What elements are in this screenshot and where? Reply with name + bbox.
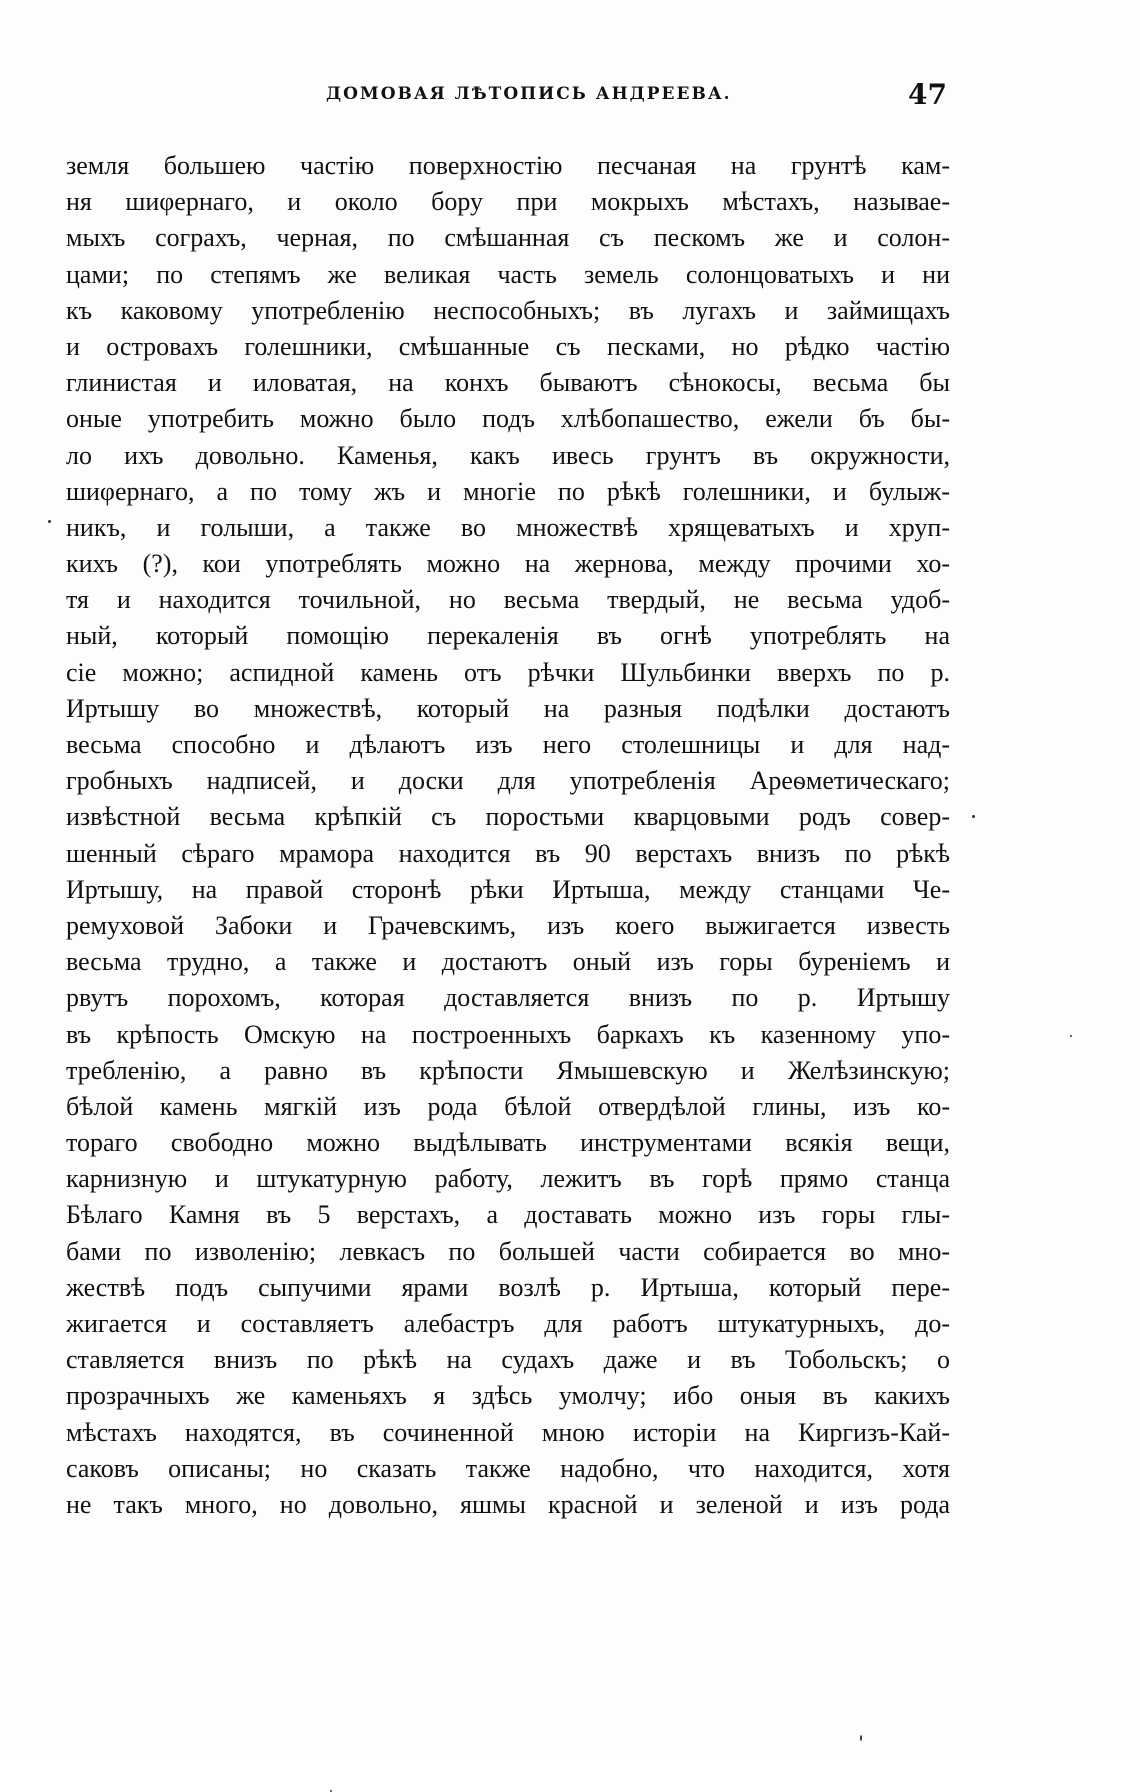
text-line: ня шиφернаго, и около бору при мокрыхъ мѣстахъ, называе-: [66, 187, 950, 217]
text-line: Иртышу, на правой сторонѣ рѣки Иртыша, между станцами Че-: [66, 874, 950, 904]
text-line: карнизную и штукатурную работу, лежитъ въ горѣ прямо станца: [66, 1164, 950, 1194]
running-head: [60, 78, 960, 118]
text-line: прозрачныхъ же каменьяхъ я здѣсь умолчу; ибо оныя въ какихъ: [66, 1381, 950, 1411]
text-line: Иртышу во множествѣ, который на разныя подѣлки достаютъ: [66, 693, 950, 723]
text-line: къ каковому употребленію неспособныхъ; въ лугахъ и займищахъ: [66, 295, 950, 325]
text-line: тораго свободно можно выдѣлывать инструментами всякія вещи,: [66, 1128, 950, 1158]
scan-speck: [1070, 1035, 1072, 1037]
text-line: Бѣлаго Камня въ 5 верстахъ, а доставать можно изъ горы глы-: [66, 1200, 950, 1230]
page-number: 47: [908, 78, 947, 111]
text-line: мыхъ сограхъ, черная, по смѣшанная съ пескомъ же и солон-: [66, 223, 950, 253]
text-line: жествѣ подъ сыпучими ярами возлѣ р. Иртыша, который пере-: [66, 1272, 950, 1302]
text-line: кихъ (?), кои употреблять можно на жернова, между прочими хо-: [66, 549, 950, 579]
text-line: тя и находится точильной, но весьма твердый, не весьма удоб-: [66, 585, 950, 615]
scan-speck: [48, 520, 51, 523]
text-line: бѣлой камень мягкій изъ рода бѣлой отвердѣлой глины, изъ ко-: [66, 1091, 950, 1121]
text-line: ло ихъ довольно. Каменья, какъ ивесь грунтъ въ окружности,: [66, 440, 950, 470]
text-line: шиφернаго, а по тому жъ и многіе по рѣкѣ голешники, и булыж-: [66, 476, 950, 506]
text-line: глинистая и иловатая, на конхъ бываютъ сѣнокосы, весьма бы: [66, 368, 950, 398]
text-line: ставляется внизъ по рѣкѣ на судахъ даже и въ Тобольскъ; о: [66, 1345, 950, 1375]
text-line: цами; по степямъ же великая часть земель солонцоватыхъ и ни: [66, 259, 950, 289]
text-line: въ крѣпость Омскую на построенныхъ баркахъ къ казенному упо-: [66, 1019, 950, 1049]
text-line: земля большею частію поверхностію песчаная на грунтѣ кам-: [66, 151, 950, 180]
text-line: жигается и составляетъ алебастръ для работъ штукатурныхъ, до-: [66, 1309, 950, 1338]
text-line: мѣстахъ находятся, въ сочиненной мною исторіи на Киргизъ-Кай-: [66, 1417, 950, 1447]
text-line: бами по изволенію; левкасъ по большей части собирается во мно-: [66, 1236, 950, 1266]
text-line: весьма способно и дѣлаютъ изъ него столешницы и для над-: [66, 730, 950, 759]
text-line: гробныхъ надписей, и доски для употребленія Ареѳметическаго;: [66, 766, 950, 796]
body-text: [66, 148, 950, 1523]
text-line: извѣстной весьма крѣпкій съ поростьми кварцовыми родъ совер-: [66, 802, 950, 832]
text-line: рвутъ порохомъ, которая доставляется внизъ по р. Иртышу: [66, 983, 950, 1013]
text-line: ный, который помощію перекаленія въ огнѣ употреблять на: [66, 621, 950, 651]
text-line: никъ, и голыши, а также во множествѣ хрящеватыхъ и хруп-: [66, 512, 950, 542]
running-title: ДОМОВАЯ ЛѢТОПИСЬ АНДРЕЕВА.: [326, 84, 732, 104]
text-line: сіе можно; аспидной камень отъ рѣчки Шульбинки вверхъ по р.: [66, 657, 950, 687]
text-line: ремуховой Забоки и Грачевскимъ, изъ коего выжигается известь: [66, 910, 950, 940]
text-line: шенный сѣраго мрамора находится въ 90 верстахъ внизъ по рѣкѣ: [66, 838, 950, 868]
text-line: не такъ много, но довольно, яшмы красной и зеленой и изъ рода: [66, 1489, 950, 1519]
text-line: требленію, а равно въ крѣпости Ямышевскую и Желѣзинскую;: [66, 1055, 950, 1085]
text-line: весьма трудно, а также и достаютъ оный изъ горы буреніемъ и: [66, 947, 950, 977]
scan-speck: [972, 815, 975, 818]
scan-speck: [860, 1735, 862, 1741]
text-line: и островахъ голешники, смѣшанные съ песками, но рѣдко частію: [66, 331, 950, 361]
text-line: оные употребить можно было подъ хлѣбопашество, ежели бъ бы-: [66, 404, 950, 434]
text-line: саковъ описаны; но сказать также надобно, что находится, хотя: [66, 1453, 950, 1483]
